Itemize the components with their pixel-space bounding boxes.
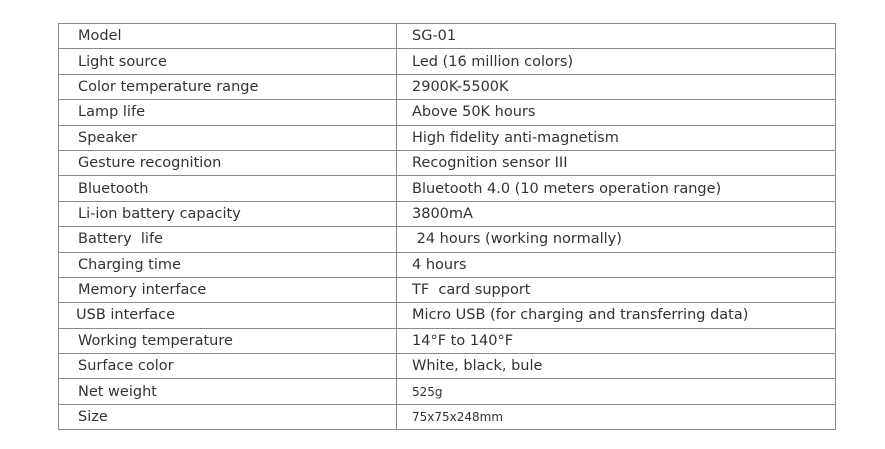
spec-value-lamp-life: Above 50K hours — [397, 100, 836, 125]
table-row — [59, 277, 836, 302]
spec-label-battery-capacity: Li-ion battery capacity — [59, 201, 397, 226]
spec-value-size: 75x75x248mm — [397, 404, 836, 429]
spec-label-lamp-life: Lamp life — [59, 100, 397, 125]
spec-value-battery-life: 24 hours (working normally) — [397, 227, 836, 252]
table-row — [59, 303, 836, 328]
spec-label-battery-life: Battery life — [59, 227, 397, 252]
table-row — [59, 328, 836, 353]
table-row — [59, 176, 836, 201]
spec-value-battery-capacity: 3800mA — [397, 201, 836, 226]
spec-label-bluetooth: Bluetooth — [59, 176, 397, 201]
spec-value-usb-interface: Micro USB (for charging and transferring data) — [397, 303, 836, 328]
spec-label-memory-interface: Memory interface — [59, 277, 397, 302]
table-row — [59, 252, 836, 277]
table-row — [59, 201, 836, 226]
table-row — [59, 49, 836, 74]
spec-value-memory-interface: TF card support — [397, 277, 836, 302]
table-row — [59, 150, 836, 175]
table-row — [59, 227, 836, 252]
spec-value-light-source: Led (16 million colors) — [397, 49, 836, 74]
spec-value-net-weight: 525g — [397, 379, 836, 404]
spec-value-charging-time: 4 hours — [397, 252, 836, 277]
spec-value-speaker: High fidelity anti-magnetism — [397, 125, 836, 150]
spec-value-working-temperature: 14°F to 140°F — [397, 328, 836, 353]
table-row — [59, 74, 836, 99]
spec-label-working-temperature: Working temperature — [59, 328, 397, 353]
spec-label-light-source: Light source — [59, 49, 397, 74]
spec-label-charging-time: Charging time — [59, 252, 397, 277]
spec-label-net-weight: Net weight — [59, 379, 397, 404]
table-row — [59, 379, 836, 404]
spec-label-surface-color: Surface color — [59, 354, 397, 379]
spec-label-usb-interface: USB interface — [59, 303, 397, 328]
spec-label-gesture-recognition: Gesture recognition — [59, 150, 397, 175]
spec-value-color-temperature: 2900K-5500K — [397, 74, 836, 99]
spec-table — [58, 23, 836, 430]
spec-label-size: Size — [59, 404, 397, 429]
table-row — [59, 354, 836, 379]
spec-value-surface-color: White, black, bule — [397, 354, 836, 379]
spec-label-model: Model — [59, 24, 397, 49]
spec-label-speaker: Speaker — [59, 125, 397, 150]
table-row — [59, 100, 836, 125]
spec-value-bluetooth: Bluetooth 4.0 (10 meters operation range) — [397, 176, 836, 201]
table-row — [59, 125, 836, 150]
spec-value-gesture-recognition: Recognition sensor III — [397, 150, 836, 175]
table-row — [59, 24, 836, 49]
spec-label-color-temperature: Color temperature range — [59, 74, 397, 99]
spec-value-model: SG-01 — [397, 24, 836, 49]
table-row — [59, 404, 836, 429]
